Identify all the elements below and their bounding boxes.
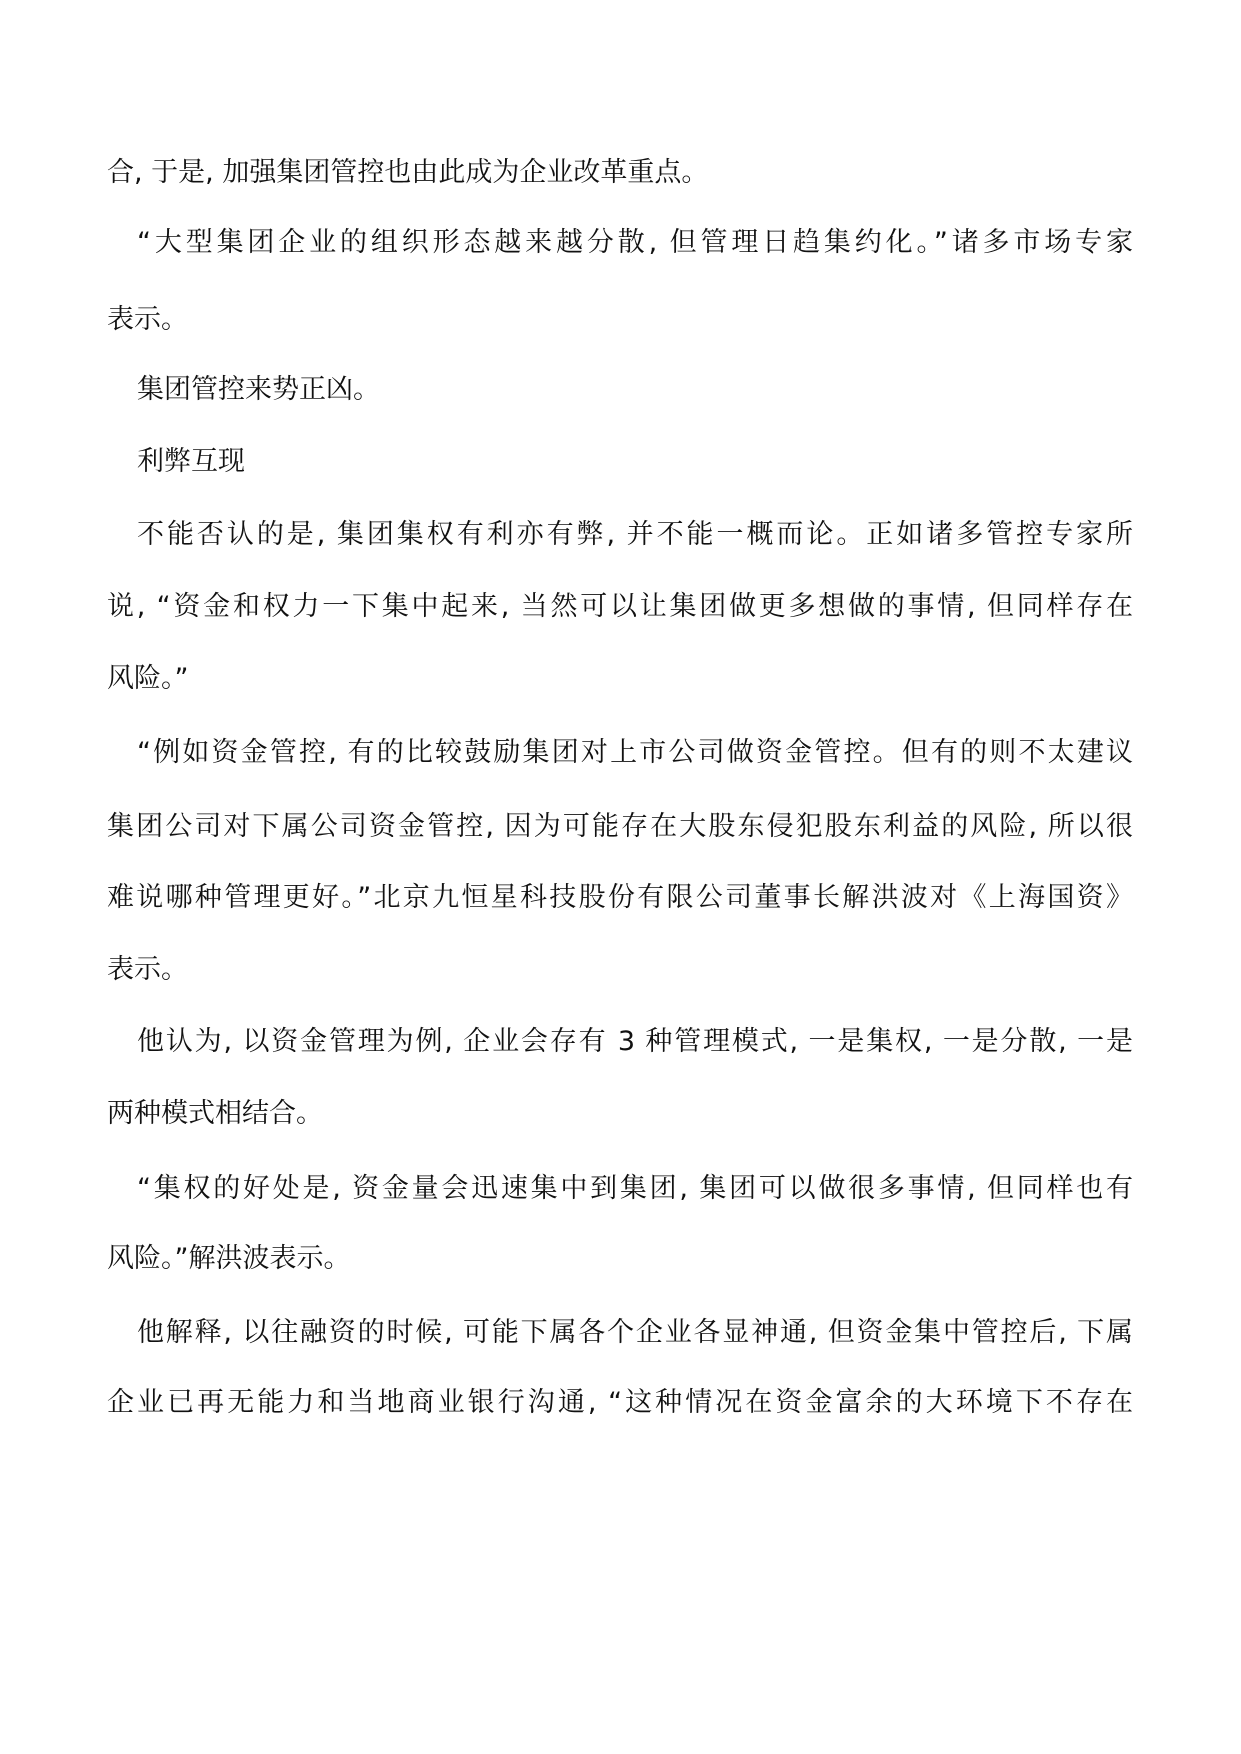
paragraph-line: 难说哪种管理更好。”北京九恒星科技股份有限公司董事长解洪波对《上海国资》 [107, 882, 1133, 913]
paragraph-line: “大型集团企业的组织形态越来越分散, 但管理日趋集约化。”诸多市场专家 [137, 227, 1133, 258]
paragraph-line: 风险。”解洪波表示。 [107, 1243, 351, 1274]
paragraph-line: 集团公司对下属公司资金管控, 因为可能存在大股东侵犯股东利益的风险, 所以很 [107, 811, 1133, 842]
paragraph-line: 他认为, 以资金管理为例, 企业会存有 3 种管理模式, 一是集权, 一是分散, 一是 [137, 1026, 1133, 1057]
paragraph-line: 合, 于是, 加强集团管控也由此成为企业改革重点。 [107, 157, 709, 188]
paragraph-line: 企业已再无能力和当地商业银行沟通, “这种情况在资金富余的大环境下不存在 [107, 1387, 1133, 1418]
paragraph-line: “例如资金管控, 有的比较鼓励集团对上市公司做资金管控。但有的则不太建议 [137, 737, 1133, 768]
paragraph-line: 表示。 [107, 954, 188, 985]
paragraph-line: 说, “资金和权力一下集中起来, 当然可以让集团做更多想做的事情, 但同样存在 [107, 591, 1133, 622]
paragraph-line: “集权的好处是, 资金量会迅速集中到集团, 集团可以做很多事情, 但同样也有 [137, 1173, 1133, 1204]
paragraph-line: 表示。 [107, 304, 188, 335]
paragraph-line: 集团管控来势正凶。 [137, 374, 380, 405]
paragraph-line: 风险。” [107, 663, 189, 694]
paragraph-line: 不能否认的是, 集团集权有利亦有弊, 并不能一概而论。正如诸多管控专家所 [137, 519, 1133, 550]
section-heading: 利弊互现 [137, 446, 245, 477]
paragraph-line: 他解释, 以往融资的时候, 可能下属各个企业各显神通, 但资金集中管控后, 下属 [137, 1317, 1133, 1348]
paragraph-line: 两种模式相结合。 [107, 1098, 323, 1129]
